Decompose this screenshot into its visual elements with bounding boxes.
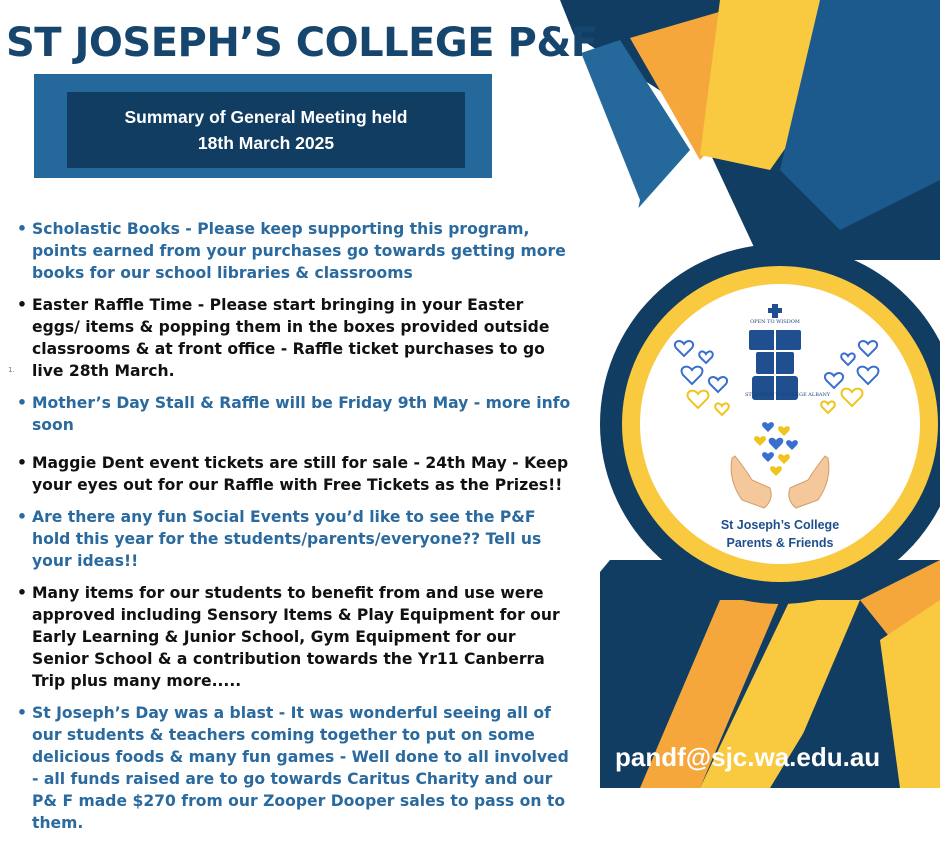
list-item-st-josephs-day: • St Joseph’s Day was a blast - It was wonderful seeing all of our students & teachers coming together to put on some delicious foods & many fun games - Well done to all involved - all funds raised are to go towards Caritus Charity and our P& F made $270 from our Zooper Dooper sales to pass on to them. — [14, 702, 574, 834]
logo-name-line2: Parents & Friends — [726, 536, 834, 550]
meeting-title: Summary of General Meeting held — [124, 107, 408, 127]
logo-motto: OPEN TO WISDOM — [750, 319, 800, 325]
page-title: ST JOSEPH’S COLLEGE P&F — [6, 20, 598, 66]
logo-name — [690, 516, 870, 552]
summary-list — [14, 218, 574, 844]
list-item-mothers-day: • Mother’s Day Stall & Raffle will be Friday 9th May - more info soon — [14, 392, 574, 436]
list-item-easter-raffle: • Easter Raffle Time - Please start bringing in your Easter eggs/ items & popping them in the boxes provided outside classrooms & at front office - Raffle ticket purchases to go live 28th March. — [14, 294, 574, 382]
list-item-social-events: • Are there any fun Social Events you’d like to see the P&F hold this year for the students/parents/everyone?? Tell us your ideas!! — [14, 506, 574, 572]
logo-crest-text: ST JOSEPH’S COLLEGE ALBANY — [745, 392, 831, 398]
meeting-banner — [67, 92, 465, 168]
contact-email[interactable]: pandf@sjc.wa.edu.au — [615, 742, 881, 772]
logo-name-line1: St Joseph’s College — [720, 518, 840, 532]
list-item-maggie-dent: • Maggie Dent event tickets are still for sale - 24th May - Keep your eyes out for our Raffle with Free Tickets as the Prizes!! — [14, 452, 574, 496]
meeting-date: 18th March 2025 — [197, 133, 335, 153]
list-item-scholastic: • Scholastic Books - Please keep supporting this program, points earned from your purchases go towards getting more books for our school libraries & classrooms — [14, 218, 574, 284]
margin-mark: 1. — [8, 366, 15, 374]
list-item-approved-items: • Many items for our students to benefit from and use were approved including Sensory Items & Play Equipment for our Early Learning & Junior School, Gym Equipment for our Senior School & a contribution towards the Yr11 Canberra Trip plus many more..... — [14, 582, 574, 692]
